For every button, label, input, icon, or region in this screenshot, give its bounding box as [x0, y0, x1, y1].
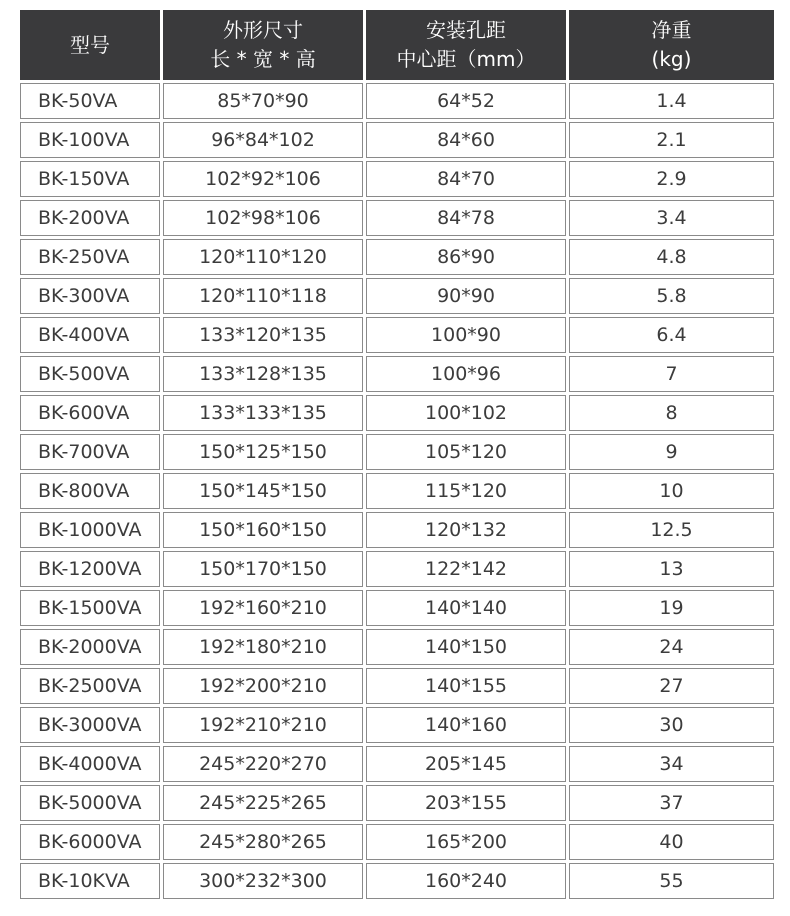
dimensions-cell: 192*200*210	[163, 668, 363, 704]
model-cell: BK-5000VA	[20, 785, 160, 821]
table-row	[20, 122, 774, 158]
table-row	[20, 200, 774, 236]
weight-cell: 1.4	[569, 83, 774, 119]
hole-spacing-cell: 115*120	[366, 473, 566, 509]
hole-spacing-cell: 100*102	[366, 395, 566, 431]
model-cell: BK-100VA	[20, 122, 160, 158]
dimensions-cell: 120*110*120	[163, 239, 363, 275]
hole-spacing-cell: 140*155	[366, 668, 566, 704]
header-dimensions: 外形尺寸 长 * 宽 * 高	[163, 10, 363, 80]
hole-spacing-cell: 90*90	[366, 278, 566, 314]
table-row	[20, 707, 774, 743]
table-row	[20, 473, 774, 509]
table-row	[20, 629, 774, 665]
weight-cell: 55	[569, 863, 774, 899]
hole-spacing-cell: 122*142	[366, 551, 566, 587]
model-cell: BK-150VA	[20, 161, 160, 197]
table-body	[20, 83, 774, 899]
table-row	[20, 239, 774, 275]
hole-spacing-cell: 160*240	[366, 863, 566, 899]
model-cell: BK-800VA	[20, 473, 160, 509]
dimensions-cell: 300*232*300	[163, 863, 363, 899]
weight-cell: 10	[569, 473, 774, 509]
dimensions-cell: 192*180*210	[163, 629, 363, 665]
weight-cell: 5.8	[569, 278, 774, 314]
hole-spacing-cell: 100*90	[366, 317, 566, 353]
weight-cell: 27	[569, 668, 774, 704]
hole-spacing-cell: 84*78	[366, 200, 566, 236]
dimensions-cell: 150*145*150	[163, 473, 363, 509]
dimensions-cell: 133*120*135	[163, 317, 363, 353]
dimensions-cell: 192*160*210	[163, 590, 363, 626]
hole-spacing-cell: 84*70	[366, 161, 566, 197]
hole-spacing-cell: 140*150	[366, 629, 566, 665]
model-cell: BK-10KVA	[20, 863, 160, 899]
weight-cell: 34	[569, 746, 774, 782]
model-cell: BK-500VA	[20, 356, 160, 392]
weight-cell: 30	[569, 707, 774, 743]
table-row	[20, 668, 774, 704]
model-cell: BK-200VA	[20, 200, 160, 236]
header-mounting-hole-spacing: 安装孔距 中心距（mm）	[366, 10, 566, 80]
table-row	[20, 824, 774, 860]
hole-spacing-cell: 120*132	[366, 512, 566, 548]
hole-spacing-cell: 100*96	[366, 356, 566, 392]
dimensions-cell: 245*280*265	[163, 824, 363, 860]
dimensions-cell: 120*110*118	[163, 278, 363, 314]
table-row	[20, 863, 774, 899]
hole-spacing-cell: 140*160	[366, 707, 566, 743]
dimensions-cell: 150*170*150	[163, 551, 363, 587]
dimensions-cell: 102*92*106	[163, 161, 363, 197]
dimensions-cell: 133*133*135	[163, 395, 363, 431]
dimensions-cell: 192*210*210	[163, 707, 363, 743]
weight-cell: 3.4	[569, 200, 774, 236]
weight-cell: 7	[569, 356, 774, 392]
dimensions-cell: 150*160*150	[163, 512, 363, 548]
model-cell: BK-3000VA	[20, 707, 160, 743]
table-row	[20, 590, 774, 626]
hole-spacing-cell: 64*52	[366, 83, 566, 119]
weight-cell: 13	[569, 551, 774, 587]
weight-cell: 40	[569, 824, 774, 860]
table-row	[20, 746, 774, 782]
dimensions-cell: 150*125*150	[163, 434, 363, 470]
weight-cell: 9	[569, 434, 774, 470]
weight-cell: 8	[569, 395, 774, 431]
dimensions-cell: 133*128*135	[163, 356, 363, 392]
weight-cell: 12.5	[569, 512, 774, 548]
table-row	[20, 434, 774, 470]
model-cell: BK-1000VA	[20, 512, 160, 548]
model-cell: BK-6000VA	[20, 824, 160, 860]
table-header	[20, 10, 774, 80]
table-row	[20, 278, 774, 314]
hole-spacing-cell: 203*155	[366, 785, 566, 821]
dimensions-cell: 96*84*102	[163, 122, 363, 158]
table-row	[20, 551, 774, 587]
header-net-weight: 净重 (kg)	[569, 10, 774, 80]
model-cell: BK-4000VA	[20, 746, 160, 782]
weight-cell: 6.4	[569, 317, 774, 353]
model-cell: BK-700VA	[20, 434, 160, 470]
model-cell: BK-50VA	[20, 83, 160, 119]
hole-spacing-cell: 86*90	[366, 239, 566, 275]
model-cell: BK-1200VA	[20, 551, 160, 587]
table-row	[20, 83, 774, 119]
model-cell: BK-1500VA	[20, 590, 160, 626]
table-row	[20, 785, 774, 821]
header-model: 型号	[20, 10, 160, 80]
hole-spacing-cell: 105*120	[366, 434, 566, 470]
table-row	[20, 512, 774, 548]
weight-cell: 19	[569, 590, 774, 626]
model-cell: BK-250VA	[20, 239, 160, 275]
dimensions-cell: 85*70*90	[163, 83, 363, 119]
hole-spacing-cell: 205*145	[366, 746, 566, 782]
model-cell: BK-400VA	[20, 317, 160, 353]
model-cell: BK-2000VA	[20, 629, 160, 665]
header-row	[20, 10, 774, 80]
hole-spacing-cell: 165*200	[366, 824, 566, 860]
table-row	[20, 161, 774, 197]
spec-table	[17, 7, 777, 902]
dimensions-cell: 245*220*270	[163, 746, 363, 782]
weight-cell: 4.8	[569, 239, 774, 275]
dimensions-cell: 102*98*106	[163, 200, 363, 236]
table-row	[20, 395, 774, 431]
table-row	[20, 356, 774, 392]
dimensions-cell: 245*225*265	[163, 785, 363, 821]
model-cell: BK-300VA	[20, 278, 160, 314]
hole-spacing-cell: 140*140	[366, 590, 566, 626]
weight-cell: 24	[569, 629, 774, 665]
model-cell: BK-2500VA	[20, 668, 160, 704]
table-row	[20, 317, 774, 353]
hole-spacing-cell: 84*60	[366, 122, 566, 158]
model-cell: BK-600VA	[20, 395, 160, 431]
weight-cell: 37	[569, 785, 774, 821]
weight-cell: 2.1	[569, 122, 774, 158]
weight-cell: 2.9	[569, 161, 774, 197]
